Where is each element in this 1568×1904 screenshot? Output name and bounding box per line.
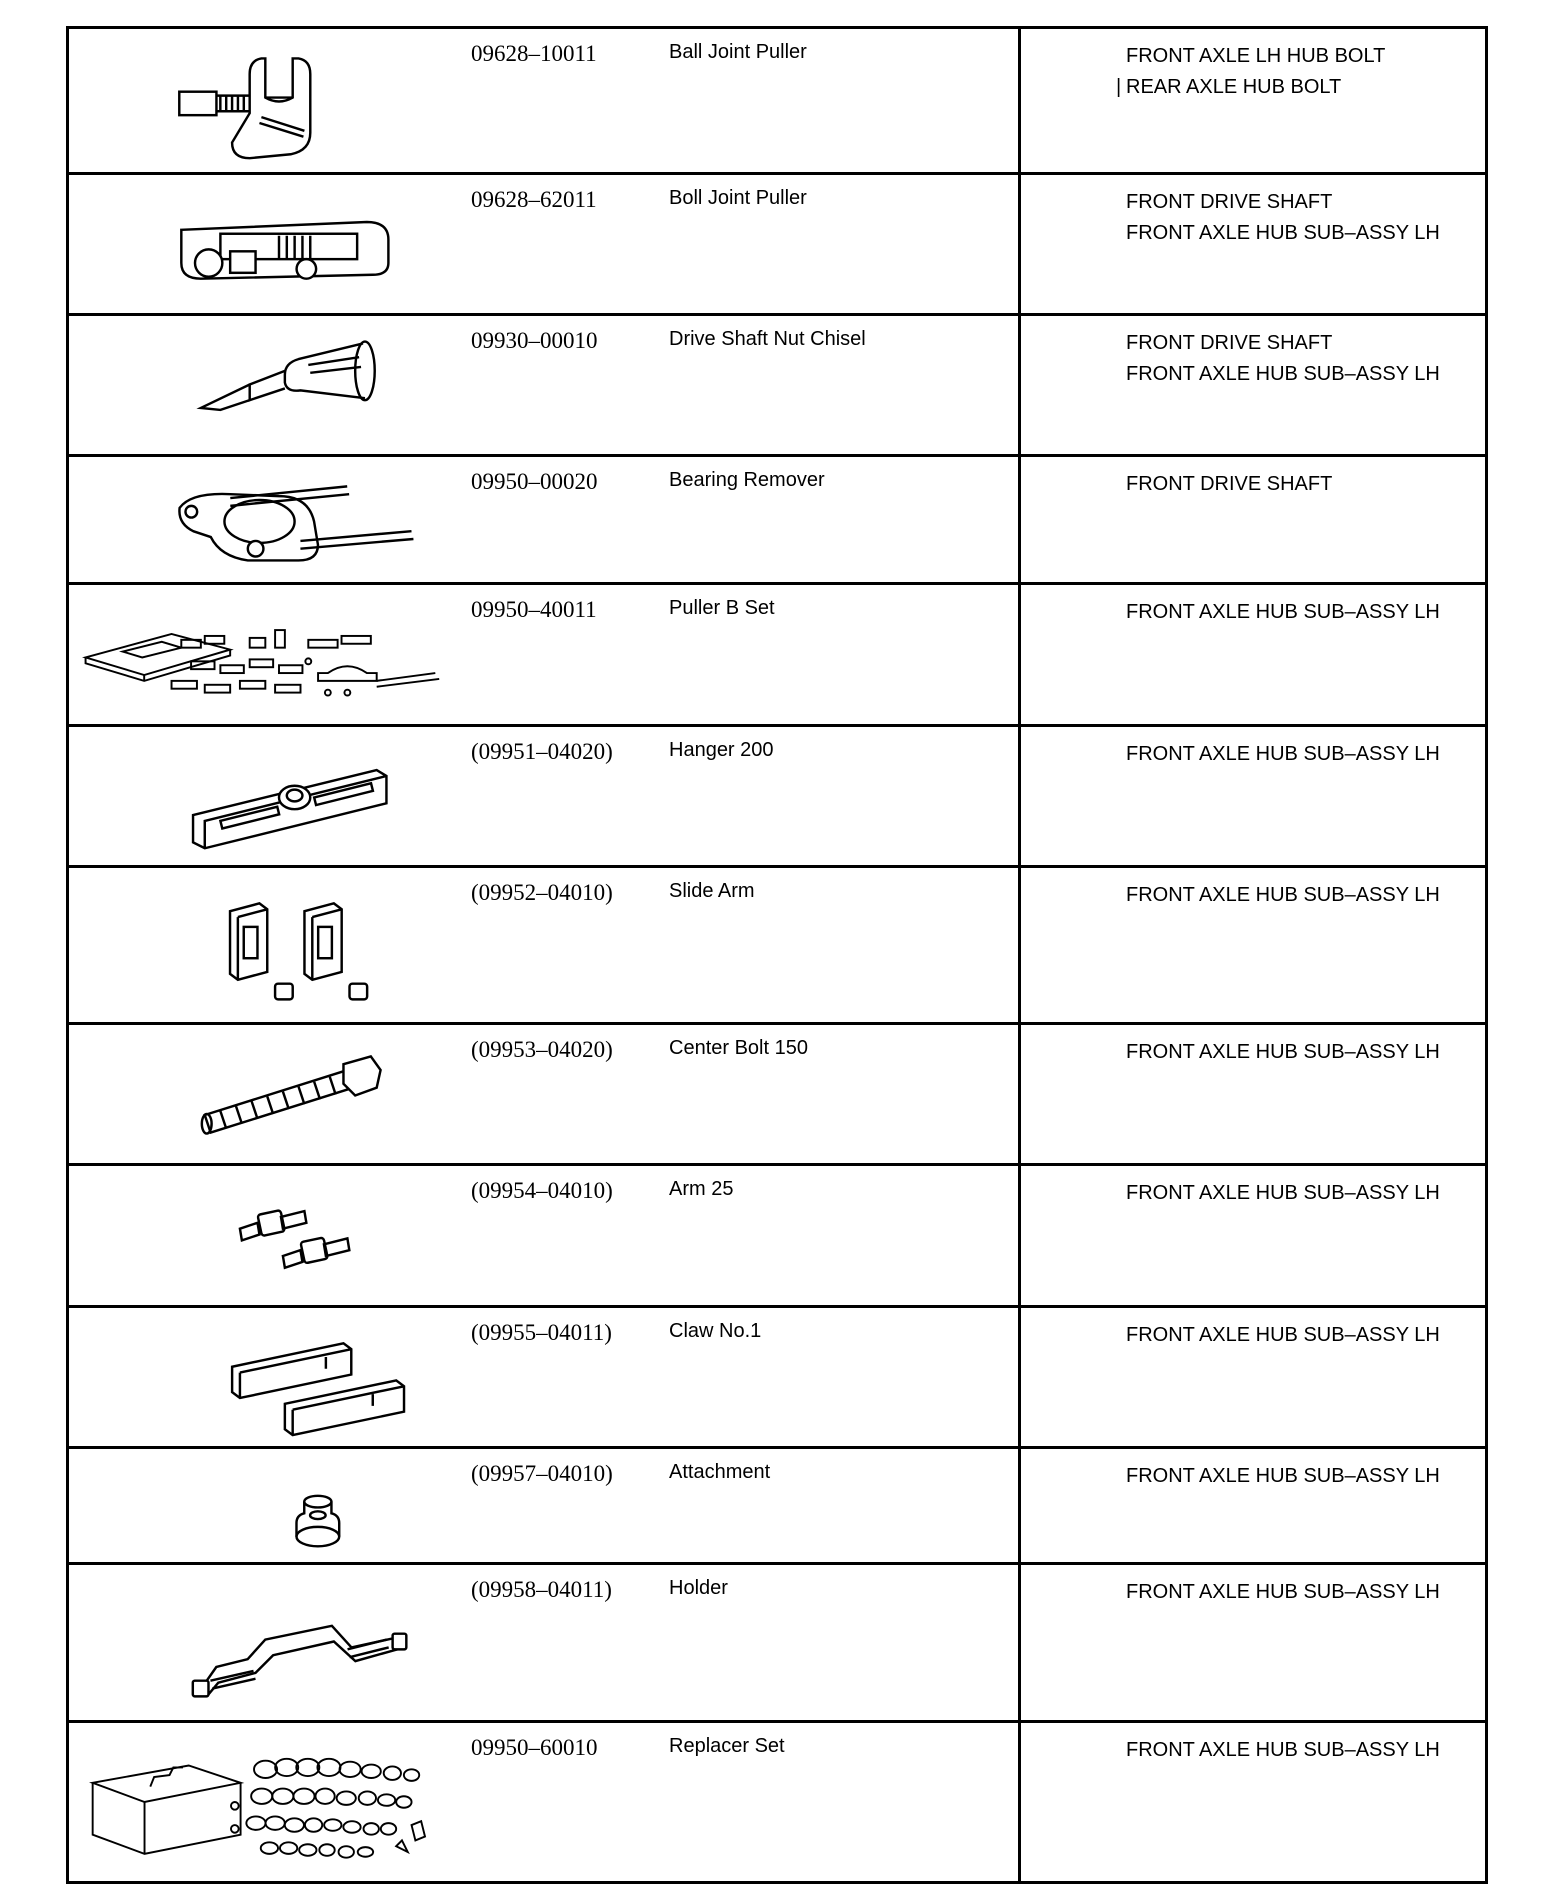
usage-cell bbox=[1021, 175, 1485, 313]
part-number: 09930–00010 bbox=[471, 328, 598, 353]
tool-name: Holder bbox=[669, 1577, 728, 1599]
tool-cell bbox=[69, 1723, 1021, 1881]
table-row bbox=[69, 727, 1485, 868]
usage-text: FRONT AXLE HUB SUB–ASSY LH bbox=[1126, 1182, 1440, 1204]
usage-text: FRONT DRIVE SHAFT bbox=[1126, 473, 1333, 495]
table-row bbox=[69, 585, 1485, 727]
slide-arm-illustration bbox=[79, 874, 479, 1016]
table-row bbox=[69, 1723, 1485, 1881]
special-service-tools-table bbox=[66, 26, 1488, 1884]
table-row bbox=[69, 29, 1485, 175]
usage-text: FRONT AXLE HUB SUB–ASSY LH bbox=[1126, 1324, 1440, 1346]
table-row bbox=[69, 1308, 1485, 1449]
part-number: (09951–04020) bbox=[471, 739, 613, 764]
usage-text: FRONT AXLE HUB SUB–ASSY LH bbox=[1126, 222, 1440, 244]
tool-cell bbox=[69, 1308, 1021, 1446]
usage-cell bbox=[1021, 727, 1485, 865]
part-number: (09953–04020) bbox=[471, 1037, 613, 1062]
usage-text: FRONT AXLE HUB SUB–ASSY LH bbox=[1126, 1041, 1440, 1063]
boll-joint-puller-illustration bbox=[79, 181, 479, 307]
part-number: 09950–40011 bbox=[471, 597, 597, 622]
part-number: 09628–10011 bbox=[471, 41, 597, 66]
tool-name: Boll Joint Puller bbox=[669, 187, 807, 209]
usage-cell bbox=[1021, 585, 1485, 724]
usage-cell bbox=[1021, 1166, 1485, 1305]
tool-name: Drive Shaft Nut Chisel bbox=[669, 328, 866, 350]
table-row bbox=[69, 1565, 1485, 1723]
usage-cell bbox=[1021, 1565, 1485, 1720]
ball-joint-puller-illustration bbox=[79, 35, 479, 166]
usage-cell bbox=[1021, 1449, 1485, 1562]
hanger-illustration bbox=[79, 733, 479, 859]
center-bolt-illustration bbox=[79, 1031, 479, 1157]
tool-name: Hanger 200 bbox=[669, 739, 774, 761]
part-number: 09950–00020 bbox=[471, 469, 598, 494]
tool-cell bbox=[69, 727, 1021, 865]
tool-cell bbox=[69, 316, 1021, 454]
tool-cell bbox=[69, 1025, 1021, 1163]
table-row bbox=[69, 316, 1485, 457]
table-row bbox=[69, 175, 1485, 316]
tool-name: Attachment bbox=[669, 1461, 771, 1483]
usage-text: FRONT DRIVE SHAFT bbox=[1126, 191, 1333, 213]
tool-cell bbox=[69, 868, 1021, 1022]
tool-cell bbox=[69, 1449, 1021, 1562]
usage-text: FRONT AXLE HUB SUB–ASSY LH bbox=[1126, 1465, 1440, 1487]
tool-cell bbox=[69, 1166, 1021, 1305]
usage-cell bbox=[1021, 1723, 1485, 1881]
tool-name: Center Bolt 150 bbox=[669, 1037, 808, 1059]
part-number: (09954–04010) bbox=[471, 1178, 613, 1203]
tool-cell bbox=[69, 175, 1021, 313]
part-number: (09958–04011) bbox=[471, 1577, 612, 1602]
table-row bbox=[69, 457, 1485, 585]
part-number: 09628–62011 bbox=[471, 187, 597, 212]
usage-text: FRONT AXLE HUB SUB–ASSY LH bbox=[1126, 601, 1440, 623]
revision-bar: | bbox=[1116, 76, 1122, 98]
table-row bbox=[69, 1025, 1485, 1166]
tool-name: Bearing Remover bbox=[669, 469, 825, 491]
usage-text: FRONT AXLE HUB SUB–ASSY LH bbox=[1126, 1739, 1440, 1761]
usage-cell bbox=[1021, 1308, 1485, 1446]
usage-cell bbox=[1021, 29, 1485, 172]
table-row bbox=[69, 1166, 1485, 1308]
tool-cell bbox=[69, 1565, 1021, 1720]
usage-text: FRONT AXLE HUB SUB–ASSY LH bbox=[1126, 884, 1440, 906]
bearing-remover-illustration bbox=[79, 463, 479, 576]
usage-cell bbox=[1021, 1025, 1485, 1163]
chisel-illustration bbox=[79, 322, 479, 448]
usage-text: FRONT AXLE LH HUB BOLT bbox=[1126, 45, 1386, 67]
claw-illustration bbox=[79, 1314, 479, 1440]
tool-name: Slide Arm bbox=[669, 880, 755, 902]
replacer-set-illustration bbox=[79, 1729, 479, 1875]
part-number: (09955–04011) bbox=[471, 1320, 612, 1345]
puller-set-illustration bbox=[79, 591, 479, 718]
usage-cell bbox=[1021, 316, 1485, 454]
tool-cell bbox=[69, 457, 1021, 582]
attachment-illustration bbox=[79, 1455, 479, 1556]
tool-name: Arm 25 bbox=[669, 1178, 734, 1200]
usage-text: FRONT AXLE HUB SUB–ASSY LH bbox=[1126, 743, 1440, 765]
table-row bbox=[69, 1449, 1485, 1565]
usage-cell bbox=[1021, 457, 1485, 582]
tool-name: Claw No.1 bbox=[669, 1320, 762, 1342]
holder-illustration bbox=[79, 1571, 479, 1714]
tool-cell bbox=[69, 585, 1021, 724]
tool-cell bbox=[69, 29, 1021, 172]
usage-text: FRONT DRIVE SHAFT bbox=[1126, 332, 1333, 354]
usage-text: FRONT AXLE HUB SUB–ASSY LH bbox=[1126, 1581, 1440, 1603]
part-number: (09957–04010) bbox=[471, 1461, 613, 1486]
usage-cell bbox=[1021, 868, 1485, 1022]
part-number: 09950–60010 bbox=[471, 1735, 598, 1760]
tool-name: Replacer Set bbox=[669, 1735, 785, 1757]
table-row bbox=[69, 868, 1485, 1025]
tool-name: Puller B Set bbox=[669, 597, 775, 619]
usage-text: FRONT AXLE HUB SUB–ASSY LH bbox=[1126, 363, 1440, 385]
arm-illustration bbox=[79, 1172, 479, 1299]
tool-name: Ball Joint Puller bbox=[669, 41, 807, 63]
usage-text: REAR AXLE HUB BOLT bbox=[1126, 76, 1342, 98]
part-number: (09952–04010) bbox=[471, 880, 613, 905]
